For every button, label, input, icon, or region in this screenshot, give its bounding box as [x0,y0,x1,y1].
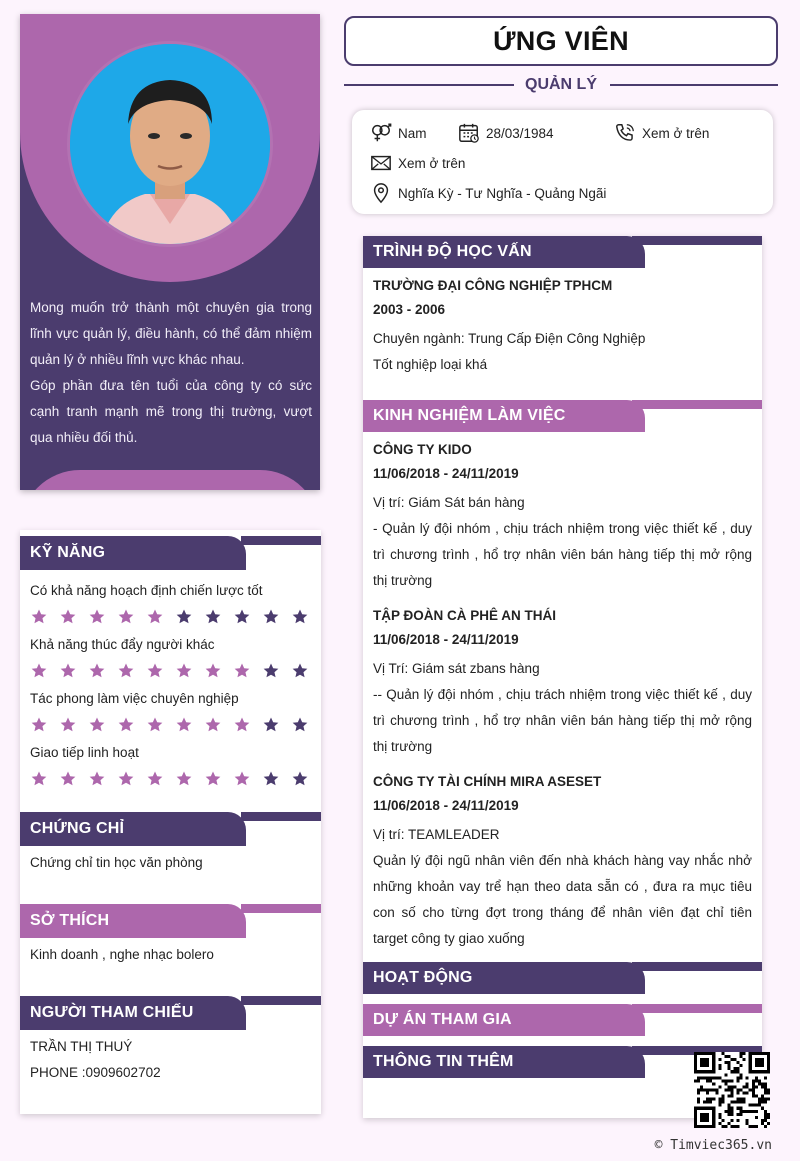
candidate-name: ỨNG VIÊN [344,16,778,66]
references-heading [20,996,321,1030]
contact-dob [458,121,554,145]
dob-value: 28/03/1984 [486,125,554,141]
star-filled-icon [233,770,251,788]
calendar-icon [458,122,480,144]
job-description: -- Quản lý đội nhóm , chịu trách nhiệm trong việc thiết kế , duy trì chương trình , hổ trợ nhân viên bán hàng tiếp thị mở rộng thị trường [373,687,752,754]
experience-heading [363,400,762,432]
experience-block [363,432,762,952]
job-period: 11/06/2018 - 24/11/2019 [373,632,519,647]
skill-rating [30,658,311,684]
star-filled-icon [30,770,48,788]
email-value: Xem ở trên [398,155,466,171]
address-value: Nghĩa Kỳ - Tư Nghĩa - Quảng Ngãi [398,185,607,201]
hobbies-title: SỞ THÍCH [30,912,110,929]
job-description: - Quản lý đội nhóm , chịu trách nhiệm trong việc thiết kế , duy trì chương trình , hổ trợ nhân viên bán hàng tiếp thị mở rộng thị trường [373,521,752,588]
job-description: Quản lý đội ngũ nhân viên đến nhà khách hàng vay nhắc nhở những khoản vay trể hạn theo data sẵn có , đưa ra mục tiêu con số cho từng đợt trong tháng để nhân viên đạt chỉ tiên target công ty giao xuống [373,853,752,946]
contact-email [370,151,465,175]
education-period: 2003 - 2006 [373,302,446,317]
skill-item [30,740,311,792]
education-heading [363,236,762,268]
skills-heading [20,536,321,570]
star-filled-icon [204,716,222,734]
position-row [344,72,778,98]
location-pin-icon [370,182,392,204]
contact-gender [370,121,427,145]
reference-name: TRẦN THỊ THUÝ [30,1039,133,1054]
activities-title: HOẠT ĐỘNG [373,969,473,986]
left-info-card [20,530,321,1114]
star-filled-icon [175,716,193,734]
position-title: QUẢN LÝ [525,76,597,93]
skill-item [30,686,311,738]
profile-card [20,14,320,490]
star-empty-icon [233,608,251,626]
star-filled-icon [146,608,164,626]
skill-rating [30,712,311,738]
star-filled-icon [146,770,164,788]
star-filled-icon [204,662,222,680]
footer-credit: © Timviec365.vn [654,1138,772,1153]
references-title: NGƯỜI THAM CHIẾU [30,1004,194,1021]
avatar-photo [70,44,270,244]
star-empty-icon [204,608,222,626]
contact-phone [614,121,709,145]
education-block [363,268,762,378]
star-filled-icon [59,608,77,626]
job-entry [373,604,752,760]
projects-heading [363,1004,762,1036]
experience-title: KINH NGHIỆM LÀM VIỆC [373,407,566,424]
star-filled-icon [117,770,135,788]
contact-address [370,181,606,205]
star-filled-icon [59,716,77,734]
star-filled-icon [88,608,106,626]
qr-code-icon [694,1052,770,1128]
star-filled-icon [88,770,106,788]
projects-title: DỰ ÁN THAM GIA [373,1011,512,1028]
star-filled-icon [117,716,135,734]
profile-footer-shape [20,470,320,490]
star-filled-icon [30,716,48,734]
divider [610,84,778,86]
skill-name: Khả năng thúc đẩy người khác [30,637,215,652]
star-filled-icon [88,716,106,734]
skill-item [30,578,311,630]
job-company: TẬP ĐOÀN CÀ PHÊ AN THÁI [373,608,557,623]
job-company: CÔNG TY TÀI CHÍNH MIRA ASESET [373,774,602,789]
star-filled-icon [117,608,135,626]
star-filled-icon [233,716,251,734]
job-company: CÔNG TY KIDO [373,442,472,457]
hobbies-heading [20,904,321,938]
job-entry [373,438,752,594]
star-filled-icon [30,608,48,626]
job-role: Vị trí: TEAMLEADER [373,827,500,842]
skill-rating [30,604,311,630]
reference-phone: PHONE :0909602702 [30,1065,161,1080]
skills-title: KỸ NĂNG [30,544,106,561]
objective-line: Mong muốn trở thành một chuyên gia trong lĩnh vực quản lý, điều hành, có thể đảm nhiệm quản lý ở nhiều lĩnh vực khác nhau. [30,300,312,367]
star-empty-icon [291,608,309,626]
avatar [70,44,270,244]
certificates-title: CHỨNG CHỈ [30,820,125,837]
skill-rating [30,766,311,792]
right-main-card [363,236,762,1118]
star-filled-icon [59,770,77,788]
star-filled-icon [117,662,135,680]
phone-icon [614,122,636,144]
star-filled-icon [204,770,222,788]
skill-name: Có khả năng hoạch định chiến lược tốt [30,583,263,598]
star-empty-icon [262,608,280,626]
star-filled-icon [175,662,193,680]
school-name: TRƯỜNG ĐẠI CÔNG NGHIỆP TPHCM [373,278,613,293]
skill-name: Tác phong làm việc chuyên nghiệp [30,691,239,706]
education-major: Chuyên ngành: Trung Cấp Điện Công Nghiệp [373,331,646,346]
career-objective [30,295,312,451]
job-role: Vị trí: Giám Sát bán hàng [373,495,525,510]
star-empty-icon [291,770,309,788]
job-period: 11/06/2018 - 24/11/2019 [373,798,519,813]
star-filled-icon [59,662,77,680]
star-filled-icon [88,662,106,680]
contact-box [352,110,773,214]
star-empty-icon [291,662,309,680]
star-empty-icon [262,716,280,734]
skill-name: Giao tiếp linh hoạt [30,745,139,760]
education-title: TRÌNH ĐỘ HỌC VẤN [373,243,532,260]
star-empty-icon [262,770,280,788]
job-period: 11/06/2018 - 24/11/2019 [373,466,519,481]
star-filled-icon [233,662,251,680]
skill-item [30,632,311,684]
skills-list [20,570,321,792]
certificates-text: Chứng chỉ tin học văn phòng [30,855,203,870]
activities-heading [363,962,762,994]
qr-code [694,1052,770,1128]
phone-value: Xem ở trên [642,125,710,141]
certificates-heading [20,812,321,846]
job-role: Vị Trí: Giám sát zbans hàng [373,661,540,676]
star-filled-icon [146,716,164,734]
education-grade: Tốt nghiệp loại khá [373,357,488,372]
hobbies-text: Kinh doanh , nghe nhạc bolero [30,947,214,962]
objective-line: Góp phần đưa tên tuổi của công ty có sức cạnh tranh mạnh mẽ trong thị trường, vượt qua nhiều đối thủ. [30,378,312,445]
additional-title: THÔNG TIN THÊM [373,1053,514,1070]
star-empty-icon [262,662,280,680]
star-empty-icon [291,716,309,734]
star-empty-icon [175,608,193,626]
star-filled-icon [146,662,164,680]
star-filled-icon [175,770,193,788]
star-filled-icon [30,662,48,680]
job-entry [373,770,752,952]
gender-icon [370,122,392,144]
gender-value: Nam [398,125,427,141]
envelope-icon [370,152,392,174]
